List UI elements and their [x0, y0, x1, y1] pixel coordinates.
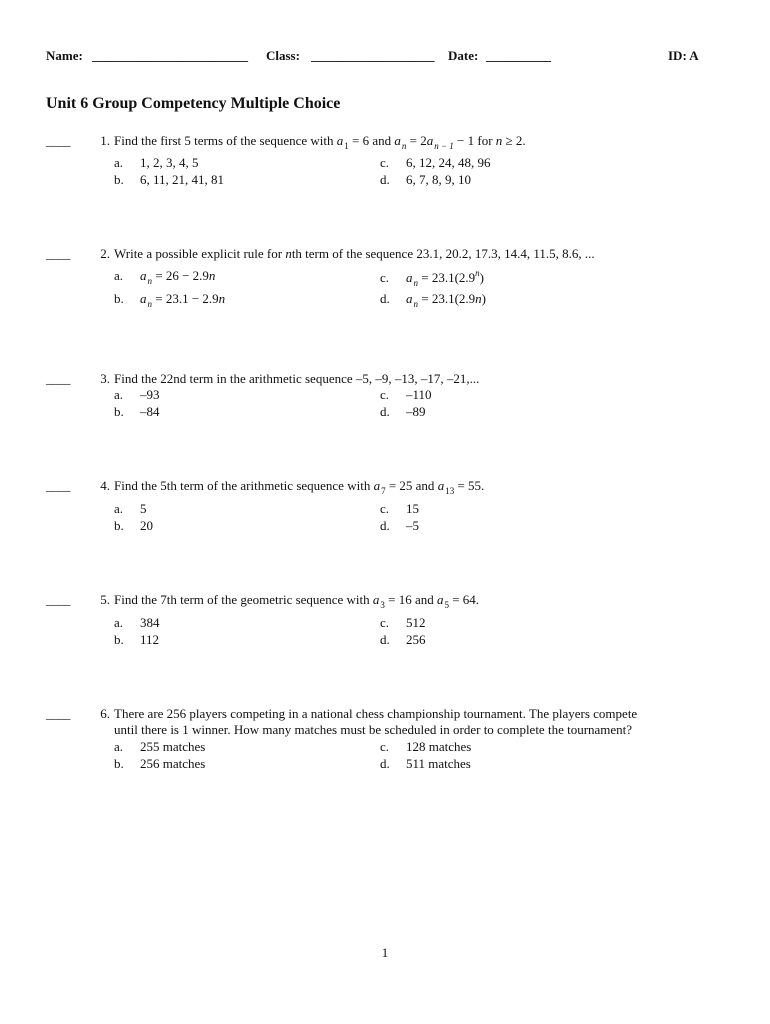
- date-blank: __________: [486, 48, 551, 63]
- option-b: b. 112: [114, 632, 160, 647]
- question-number: 1.: [100, 133, 110, 148]
- option-c: c. $a_n = 23.1(2.9^n)$: [380, 268, 485, 288]
- option-b: b. $a_n = 23.1 - 2.9n$: [114, 291, 226, 309]
- question-stem: Find the 22nd term in the arithmetic sequence –5, –9, –13, –17, –21,...: [114, 371, 480, 386]
- option-d: d. 256: [380, 632, 426, 647]
- option-c: c. 512: [380, 615, 426, 630]
- option-c: c. –110: [380, 387, 432, 402]
- question-number: 4.: [100, 478, 110, 493]
- option-d: d. –89: [380, 404, 426, 419]
- question-stem: Find the 7th term of the geometric sequence with $a_3 = 16$ and $a_5 = 64$.: [114, 592, 480, 610]
- question-number: 6.: [100, 706, 110, 721]
- answer-blank[interactable]: ____: [46, 246, 70, 261]
- option-a: a. $a_n = 26 - 2.9n$: [114, 268, 216, 286]
- page-header: [46, 48, 701, 66]
- option-b: b. 256 matches: [114, 756, 206, 771]
- question-stem: Find the 5th term of the arithmetic sequence with $a_7 = 25$ and $a_{13} = 55$.: [114, 478, 485, 496]
- option-c: c. 6, 12, 24, 48, 96: [380, 155, 491, 170]
- answer-blank[interactable]: ____: [46, 478, 70, 493]
- name-label: Name:: [46, 48, 83, 63]
- option-d: d. $a_n = 23.1(2.9n)$: [380, 291, 487, 309]
- question-stem: Find the first 5 terms of the sequence with $a_1 = 6$ and $a_n = 2a_{n - 1} - 1$ for n ≥ 2.: [114, 133, 526, 151]
- id-label: ID: A: [668, 48, 699, 63]
- page-title: Unit 6 Group Competency Multiple Choice: [46, 95, 341, 112]
- option-a: a. 255 matches: [114, 739, 206, 754]
- option-c: c. 128 matches: [380, 739, 472, 754]
- option-a: a. 384: [114, 615, 160, 630]
- page-number: 1: [381, 945, 389, 960]
- name-blank: ________________________: [92, 48, 248, 63]
- question-stem: There are 256 players competing in a national chess championship tournament. The players compete until there is 1 winner. How many matches must be scheduled in order to complete the tournament?: [114, 706, 638, 737]
- question-stem: Write a possible explicit rule for nth term of the sequence 23.1, 20.2, 17.3, 14.4, 11.5, 8.6, ...: [114, 246, 595, 261]
- option-c: c. 15: [380, 501, 419, 516]
- answer-blank[interactable]: ____: [46, 592, 70, 607]
- date-label: Date:: [448, 48, 479, 63]
- option-b: b. 20: [114, 518, 153, 533]
- option-b: b. 6, 11, 21, 41, 81: [114, 172, 225, 187]
- option-a: a. –93: [114, 387, 160, 402]
- option-d: d. 6, 7, 8, 9, 10: [380, 172, 471, 187]
- option-d: d. –5: [380, 518, 419, 533]
- answer-blank[interactable]: ____: [46, 371, 70, 386]
- option-a: a. 1, 2, 3, 4, 5: [114, 155, 199, 170]
- answer-blank[interactable]: ____: [46, 133, 70, 148]
- class-blank: ___________________: [311, 48, 435, 63]
- class-label: Class:: [266, 48, 300, 63]
- option-a: a. 5: [114, 501, 147, 516]
- answer-blank[interactable]: ____: [46, 706, 70, 721]
- option-d: d. 511 matches: [380, 756, 471, 771]
- question-number: 3.: [100, 371, 110, 386]
- option-b: b. –84: [114, 404, 160, 419]
- question-number: 5.: [100, 592, 110, 607]
- question-number: 2.: [100, 246, 110, 261]
